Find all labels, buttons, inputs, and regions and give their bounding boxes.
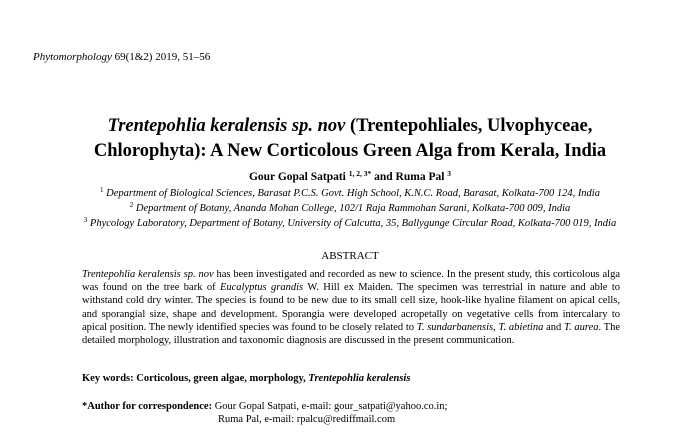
abstract-heading: ABSTRACT (321, 250, 379, 262)
abstract-segment: and (543, 321, 564, 333)
journal-name: Phytomorphology (33, 51, 112, 63)
affiliation-marker: 1 (100, 186, 104, 194)
related-species-name: T. abietina (498, 321, 544, 333)
keywords (82, 373, 410, 384)
abstract-segment: , (493, 321, 499, 333)
abstract-segment: W. Hill ex Maiden. The specimen was terrestrial in nature and able to withstand cold dry winter. The species is found to be new due to its small cell size, hook-like hyaline filament on apical cells, and sporangial size, shape and development. Sporangia were developed acropetally on vegetative cells from intercalary to apical position. The newly identified species was found to be closely related to (82, 282, 621, 333)
correspondence-contact-1: Gour Gopal Satpati, e-mail: gour_satpati@yahoo.co.in; (212, 401, 448, 412)
species-name: Trentepohlia keralensis sp. nov (82, 269, 214, 280)
author-name: Ruma Pal (395, 171, 445, 183)
affiliation-text: Department of Biological Sciences, Barasat P.C.S. Govt. High School, K.N.C. Road, Barasat, Kolkata-700 124, India (106, 188, 600, 199)
affiliation-1 (0, 187, 700, 201)
affiliation-3 (0, 217, 700, 231)
related-species-name: T. sundarbanensis (416, 321, 494, 333)
title-species-name: Trentepohlia keralensis sp. nov (107, 116, 346, 136)
keywords-label: Key words: Corticolous, green algae, morphology, (82, 373, 309, 384)
title-line-2: Chlorophyta): A New Corticolous Green Alga from Kerala, India (93, 141, 607, 161)
author-connector: and (371, 171, 396, 183)
host-species-name: Eucalyptus grandis (219, 282, 304, 294)
affiliation-2 (0, 202, 700, 216)
author-list (0, 171, 700, 183)
author-name: Gour Gopal Satpati (248, 171, 346, 183)
related-species-name: T. aurea (563, 321, 599, 333)
correspondence-label: *Author for correspondence: (82, 401, 213, 412)
affiliation-text: Department of Botany, Ananda Mohan College, 102/1 Raja Rammohan Sarani, Kolkata-700 009, India (135, 203, 571, 214)
abstract-segment: has been investigated and recorded as new to science. In the present study, this corticolous alga was found on the tree bark of (82, 269, 620, 294)
correspondence (82, 400, 447, 426)
affiliation-marker: 3 (83, 216, 88, 224)
correspondence-line-1 (82, 400, 447, 413)
journal-citation (33, 51, 210, 63)
abstract-segment: . The detailed morphology, illustration and taxonomic diagnosis are discussed in the present communication. (82, 321, 621, 347)
affiliation-marker: 2 (129, 201, 134, 209)
author-affiliation-marker: 3 (447, 169, 452, 178)
article-title (0, 114, 700, 164)
author-affiliation-marker: 1, 2, 3* (348, 169, 372, 178)
keywords-species: Trentepohlia keralensis (308, 373, 411, 384)
journal-volume: 69(1&2) 2019, 51–56 (114, 51, 211, 63)
abstract-text (82, 268, 620, 347)
affiliation-text: Phycology Laboratory, Department of Botany, University of Calcutta, 35, Ballygunge Circular Road, Kolkata-700 019, India (89, 218, 617, 229)
title-taxonomy: (Trentepohliales, Ulvophyceae, (345, 116, 593, 136)
correspondence-contact-2: Ruma Pal, e-mail: rpalcu@rediffmail.com (218, 414, 396, 425)
title-line-1 (0, 114, 700, 139)
